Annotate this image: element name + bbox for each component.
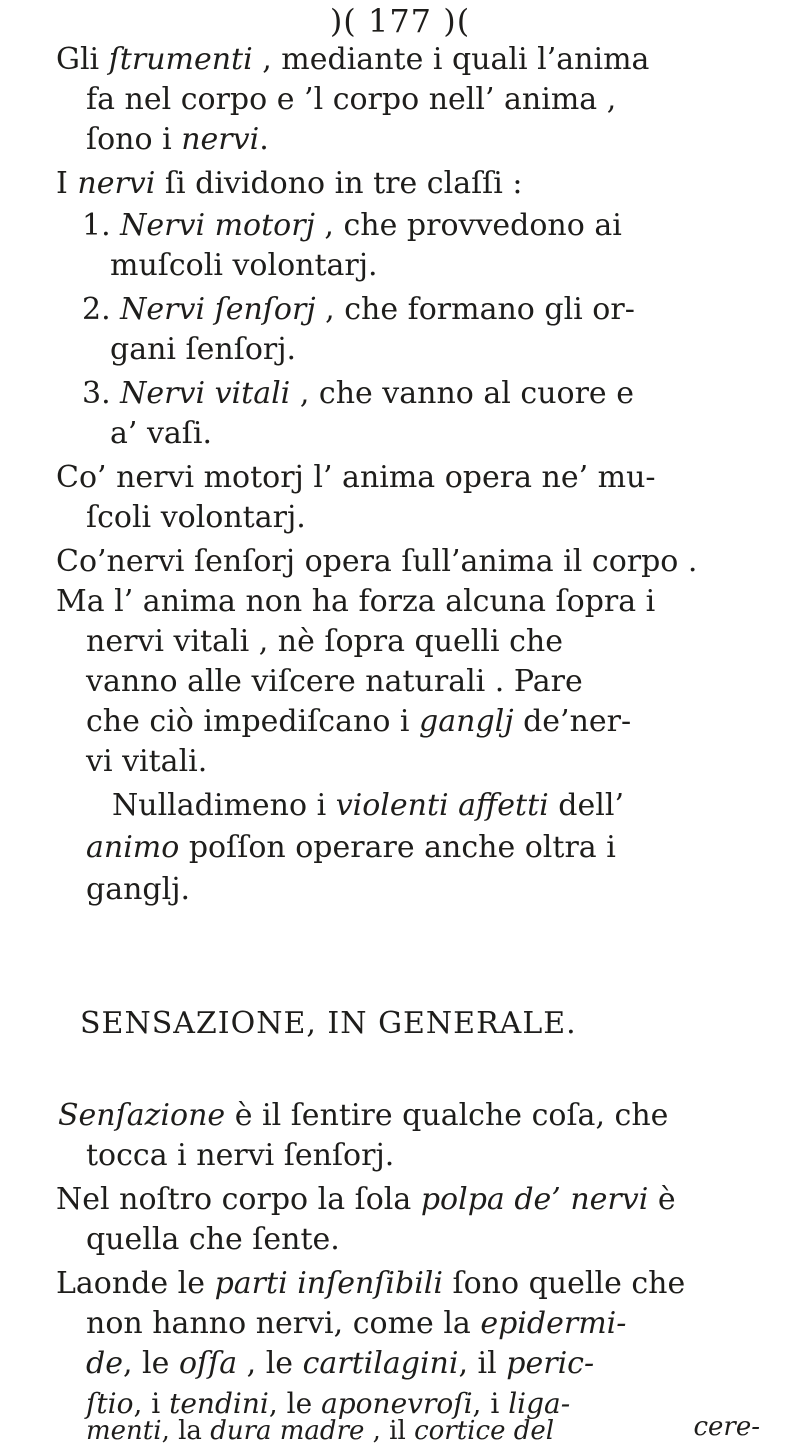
text-line: ſcoli volontarj. (86, 500, 306, 535)
text-line: tocca i nervi ſenſorj. (86, 1138, 395, 1173)
list-item: 3. Nervi vitali , che vanno al cuore e (82, 376, 634, 411)
text-line: Nulladimeno i violenti affetti dell’ (112, 788, 624, 823)
text-line: Co’nervi ſenſorj opera ſull’anima il corpo . (56, 544, 698, 579)
text-line: Co’ nervi motorj l’ anima opera ne’ mu- (56, 460, 656, 495)
text-line: gani ſenſorj. (110, 332, 297, 367)
text-line: animo poſſon operare anche oltra i (86, 830, 616, 865)
text-line: Laonde le parti inſenſibili ſono quelle che (56, 1266, 686, 1301)
text-line: I nervi ſi dividono in tre claſſi : (56, 166, 523, 201)
text-line: ſtio, i tendini, le aponevroſi, i liga- (86, 1387, 571, 1420)
text-line: vi vitali. (86, 744, 208, 779)
text-line: Senſazione è il ſentire qualche coſa, che (58, 1098, 669, 1133)
text-line: a’ vaſi. (110, 416, 213, 451)
list-item: 1. Nervi motorj , che provvedono ai (82, 208, 622, 243)
section-heading: SENSAZIONE, IN GENERALE. (80, 1006, 577, 1041)
text-line: Gli ſtrumenti , mediante i quali l’anima (56, 42, 650, 77)
catchword: cere- (693, 1412, 760, 1442)
text-line: vanno alle viſcere naturali . Pare (86, 664, 583, 699)
text-line: Ma l’ anima non ha forza alcuna ſopra i (56, 584, 656, 619)
list-item: 2. Nervi ſenſorj , che formano gli or- (82, 292, 635, 327)
text-line: de, le oſſa , le cartilagini, il peric- (86, 1346, 595, 1381)
text-line: che ciò impediſcano i ganglj de’ner- (86, 704, 632, 739)
text-line: non hanno nervi, come la epidermi- (86, 1306, 627, 1341)
running-head: )( 177 )( (329, 2, 471, 40)
text-line: fa nel corpo e ’l corpo nell’ anima , (86, 82, 617, 117)
text-line: quella che ſente. (86, 1222, 340, 1257)
text-line: ganglj. (86, 872, 191, 907)
text-line: muſcoli volontarj. (110, 248, 378, 283)
text-line: menti, la dura madre , il cortice del (86, 1416, 555, 1446)
text-line: ſono i nervi. (86, 122, 269, 157)
text-line: nervi vitali , nè ſopra quelli che (86, 624, 563, 659)
text-line: Nel noſtro corpo la ſola polpa de’ nervi è (56, 1182, 676, 1217)
